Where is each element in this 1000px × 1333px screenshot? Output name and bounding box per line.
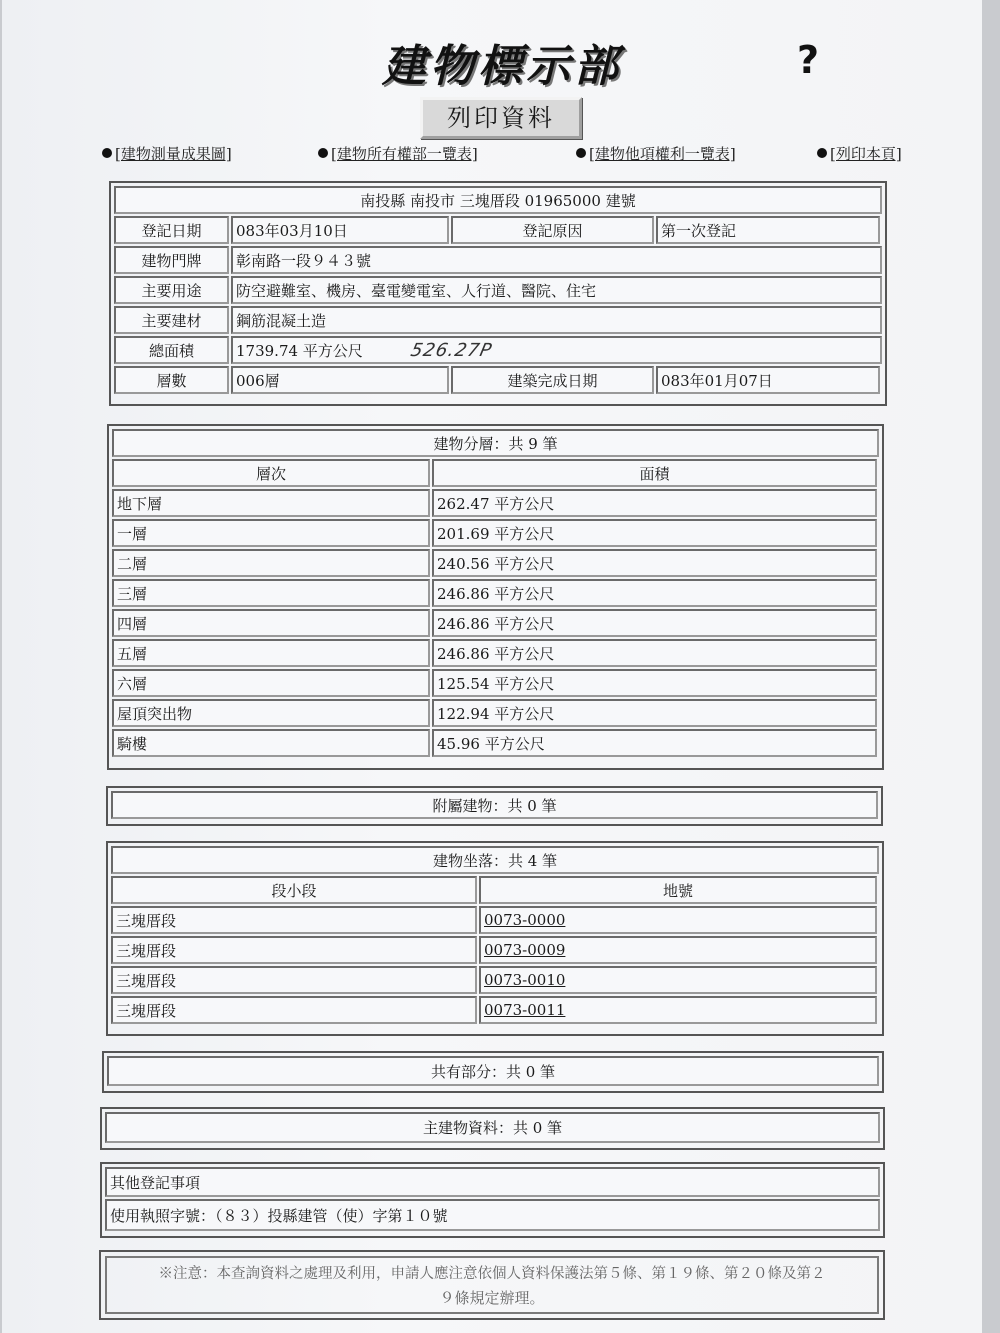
main-building-heading: 主建物資料：共 0 筆 [105, 1112, 880, 1143]
license-number: 使用執照字號：（８３）投縣建管（使）字第１０號 [105, 1199, 880, 1231]
location-table [106, 841, 884, 1036]
area-cell [231, 336, 882, 364]
nav-link-survey-map[interactable]: [建物測量成果圖] [102, 143, 232, 164]
reg-date-value: 083年03月10日 [231, 216, 449, 244]
floor-area: 240.56 平方公尺 [432, 549, 877, 577]
material-label: 主要建材 [114, 306, 229, 334]
attached-heading: 附屬建物：共 0 筆 [111, 791, 878, 819]
completion-value: 083年01月07日 [656, 366, 880, 394]
other-items-table [100, 1162, 885, 1238]
nav-link-print-page[interactable]: [列印本頁] [817, 143, 902, 164]
building-heading: 南投縣 南投市 三塊厝段 01965000 建號 [114, 186, 882, 214]
page-title: 建物標示部 [382, 41, 622, 92]
section-name: 三塊厝段 [111, 906, 477, 934]
help-icon[interactable]: ? [797, 38, 820, 82]
floors-table-heading: 建物分層：共 9 筆 [112, 429, 879, 457]
col-header-section: 段小段 [111, 876, 477, 904]
table-row [111, 548, 880, 578]
shared-parts-table [102, 1051, 884, 1093]
floor-name: 四層 [112, 609, 430, 637]
floor-area: 246.86 平方公尺 [432, 579, 877, 607]
floor-name: 六層 [112, 669, 430, 697]
material-value: 鋼筋混凝土造 [231, 306, 882, 334]
nav-link-ownership-list[interactable]: [建物所有權部一覽表] [318, 143, 478, 164]
notice-line-2: ９條規定辦理。 [439, 1289, 545, 1307]
table-row [110, 995, 880, 1025]
lot-number-link[interactable]: 0073-0011 [479, 996, 877, 1024]
print-data-button[interactable]: 列印資料 [420, 97, 582, 139]
address-value: 彰南路一段９４３號 [231, 246, 882, 274]
notice-line-1: ※注意：本查詢資料之處理及利用，申請人應注意依個人資料保護法第５條、第１９條、第２０條及第２ [158, 1266, 826, 1282]
area-value: 1739.74 平方公尺 [236, 341, 363, 360]
floor-name: 騎樓 [112, 729, 430, 757]
bullet-icon [817, 148, 827, 158]
table-row [111, 668, 880, 698]
bullet-icon [102, 148, 112, 158]
privacy-notice [99, 1250, 885, 1320]
floor-name: 屋頂突出物 [112, 699, 430, 727]
floor-area: 125.54 平方公尺 [432, 669, 877, 697]
table-row [111, 608, 880, 638]
reg-reason-value: 第一次登記 [656, 216, 880, 244]
section-name: 三塊厝段 [111, 996, 477, 1024]
location-heading: 建物坐落：共 4 筆 [111, 846, 879, 874]
floor-area: 262.47 平方公尺 [432, 489, 877, 517]
floor-name: 地下層 [112, 489, 430, 517]
floor-area: 246.86 平方公尺 [432, 609, 877, 637]
floor-name: 五層 [112, 639, 430, 667]
floor-area: 122.94 平方公尺 [432, 699, 877, 727]
main-building-table [100, 1107, 885, 1150]
lot-number-link[interactable]: 0073-0009 [479, 936, 877, 964]
lot-number-link[interactable]: 0073-0010 [479, 966, 877, 994]
attached-buildings-table [106, 786, 883, 826]
col-header-area: 面積 [432, 459, 877, 487]
lot-number-link[interactable]: 0073-0000 [479, 906, 877, 934]
floor-area: 201.69 平方公尺 [432, 519, 877, 547]
table-row [110, 965, 880, 995]
table-row [111, 698, 880, 728]
other-heading: 其他登記事項 [105, 1167, 880, 1197]
floor-name: 二層 [112, 549, 430, 577]
reg-date-label: 登記日期 [114, 216, 229, 244]
floor-name: 一層 [112, 519, 430, 547]
col-header-lot: 地號 [479, 876, 877, 904]
table-row [111, 488, 880, 518]
table-row [111, 638, 880, 668]
bullet-icon [576, 148, 586, 158]
reg-reason-label: 登記原因 [451, 216, 654, 244]
table-row [110, 905, 880, 935]
floors-value: 006層 [231, 366, 449, 394]
col-header-floor: 層次 [112, 459, 430, 487]
completion-label: 建築完成日期 [451, 366, 654, 394]
floors-label: 層數 [114, 366, 229, 394]
address-label: 建物門牌 [114, 246, 229, 274]
handwritten-note: 526.27P [408, 339, 494, 361]
table-row [111, 518, 880, 548]
floors-table [107, 424, 884, 770]
floor-area: 246.86 平方公尺 [432, 639, 877, 667]
floor-area: 45.96 平方公尺 [432, 729, 877, 757]
building-info-table [109, 181, 887, 406]
usage-value: 防空避難室、機房、臺電變電室、人行道、醫院、住宅 [231, 276, 882, 304]
section-name: 三塊厝段 [111, 966, 477, 994]
floor-name: 三層 [112, 579, 430, 607]
section-name: 三塊厝段 [111, 936, 477, 964]
area-label: 總面積 [114, 336, 229, 364]
table-row [111, 578, 880, 608]
usage-label: 主要用途 [114, 276, 229, 304]
shared-heading: 共有部分：共 0 筆 [107, 1056, 879, 1086]
nav-link-other-rights-list[interactable]: [建物他項權利一覽表] [576, 143, 736, 164]
table-row [111, 728, 880, 758]
document-page [2, 0, 982, 1333]
bullet-icon [318, 148, 328, 158]
table-row [110, 935, 880, 965]
